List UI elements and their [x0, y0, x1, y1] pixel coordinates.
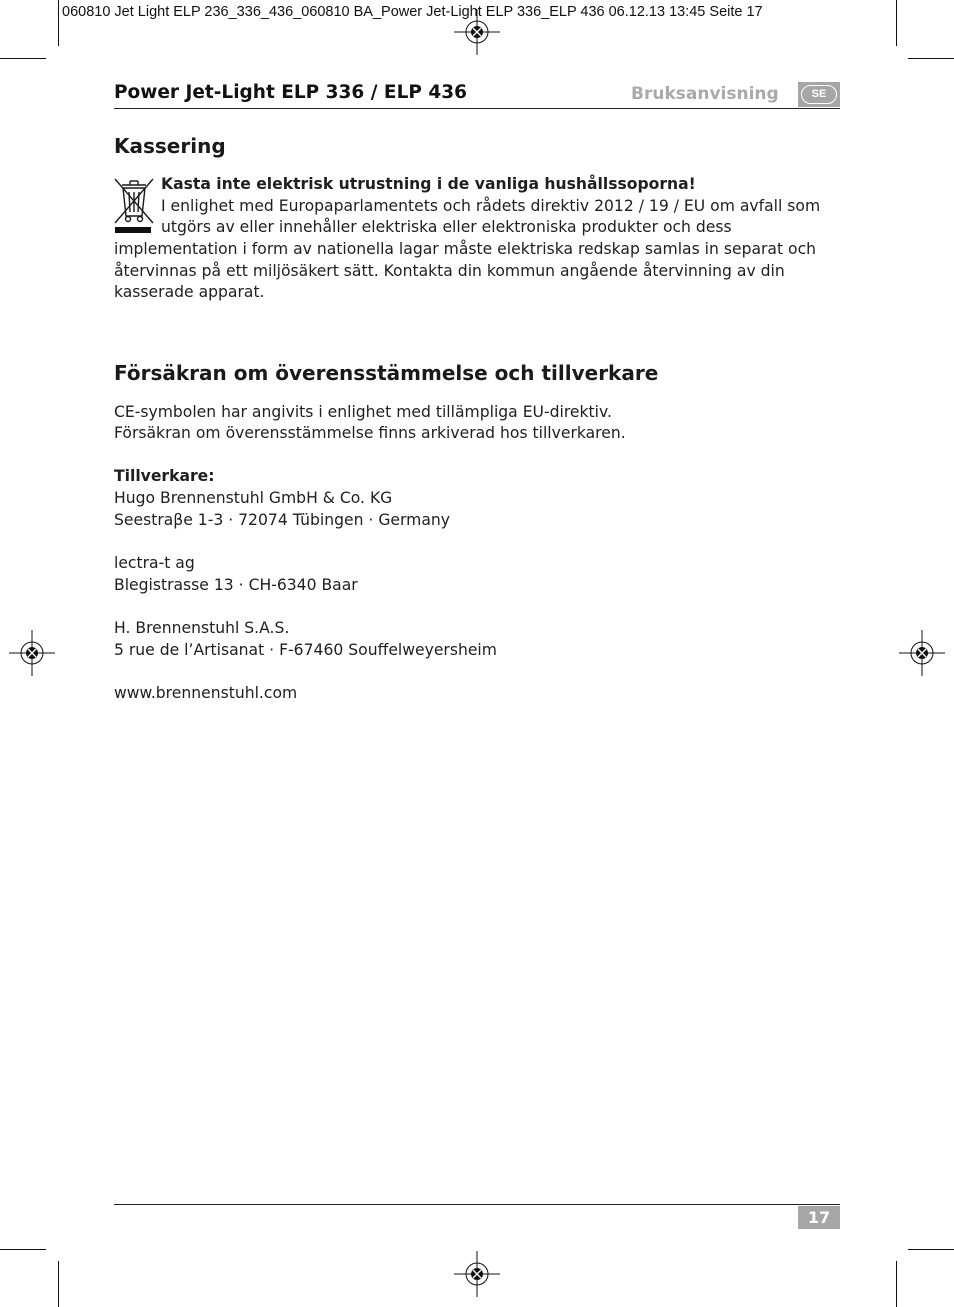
manufacturer-address: Blegistrasse 13 · CH-6340 Baar	[114, 576, 358, 594]
crop-mark	[908, 58, 954, 59]
kassering-line: I enlighet med Europaparlamentets och rådets direktiv 2012 / 19 / EU om avfall som	[161, 197, 821, 215]
kassering-line: utgörs av eller innehåller elektriska eller elektroniska produkter och dess	[161, 218, 732, 236]
registration-mark-icon	[454, 9, 500, 55]
crop-mark	[58, 1261, 59, 1307]
declaration-line: CE-symbolen har angivits i enlighet med tillämpliga EU-direktiv.	[114, 403, 612, 421]
kassering-warning: Kasta inte elektrisk utrustning i de vanliga hushållssoporna!	[161, 175, 696, 193]
crossed-out-wheelie-bin-icon	[112, 176, 156, 236]
crop-mark	[896, 1261, 897, 1307]
crop-mark	[896, 0, 897, 46]
footer-rule	[114, 1204, 840, 1205]
language-badge	[798, 82, 840, 107]
kassering-line: implementation i form av nationella lagar måste elektriska redskap samlas in separat och	[114, 240, 817, 258]
manufacturer-name: Hugo Brennenstuhl GmbH & Co. KG	[114, 489, 393, 507]
manufacturer-address: Seestraβe 1-3 · 72074 Tübingen · Germany	[114, 511, 450, 529]
crop-mark	[0, 58, 46, 59]
website-link[interactable]: www.brennenstuhl.com	[114, 684, 298, 702]
declaration-heading: Försäkran om överensstämmelse och tillverkare	[114, 361, 659, 385]
crop-mark	[0, 1249, 46, 1250]
crop-mark	[908, 1249, 954, 1250]
registration-mark-icon	[899, 630, 945, 676]
registration-mark-icon	[454, 1251, 500, 1297]
manufacturer-address: 5 rue de l’Artisanat · F-67460 Souffelweyersheim	[114, 641, 497, 659]
manufacturer-label: Tillverkare:	[114, 467, 215, 485]
header-rule	[114, 108, 840, 109]
kassering-line: återvinnas på ett miljösäkert sätt. Kontakta din kommun angående återvinning av din	[114, 262, 785, 280]
kassering-heading: Kassering	[114, 134, 226, 158]
manufacturer-name: lectra-t ag	[114, 554, 195, 572]
kassering-line: kasserade apparat.	[114, 283, 265, 301]
manufacturer-name: H. Brennenstuhl S.A.S.	[114, 619, 290, 637]
declaration-line: Försäkran om överensstämmelse finns arkiverad hos tillverkaren.	[114, 424, 626, 442]
manual-label: Bruksanvisning	[631, 84, 779, 104]
registration-mark-icon	[9, 630, 55, 676]
language-badge-label: SE	[801, 85, 837, 104]
crop-mark	[58, 0, 59, 46]
page-number: 17	[798, 1206, 840, 1229]
product-title: Power Jet-Light ELP 336 / ELP 436	[114, 82, 467, 103]
print-slug-line: 060810 Jet Light ELP 236_336_436_060810 BA_Power Jet-Light ELP 336_ELP 436 06.12.13 13:45 Seite 17	[62, 4, 763, 20]
